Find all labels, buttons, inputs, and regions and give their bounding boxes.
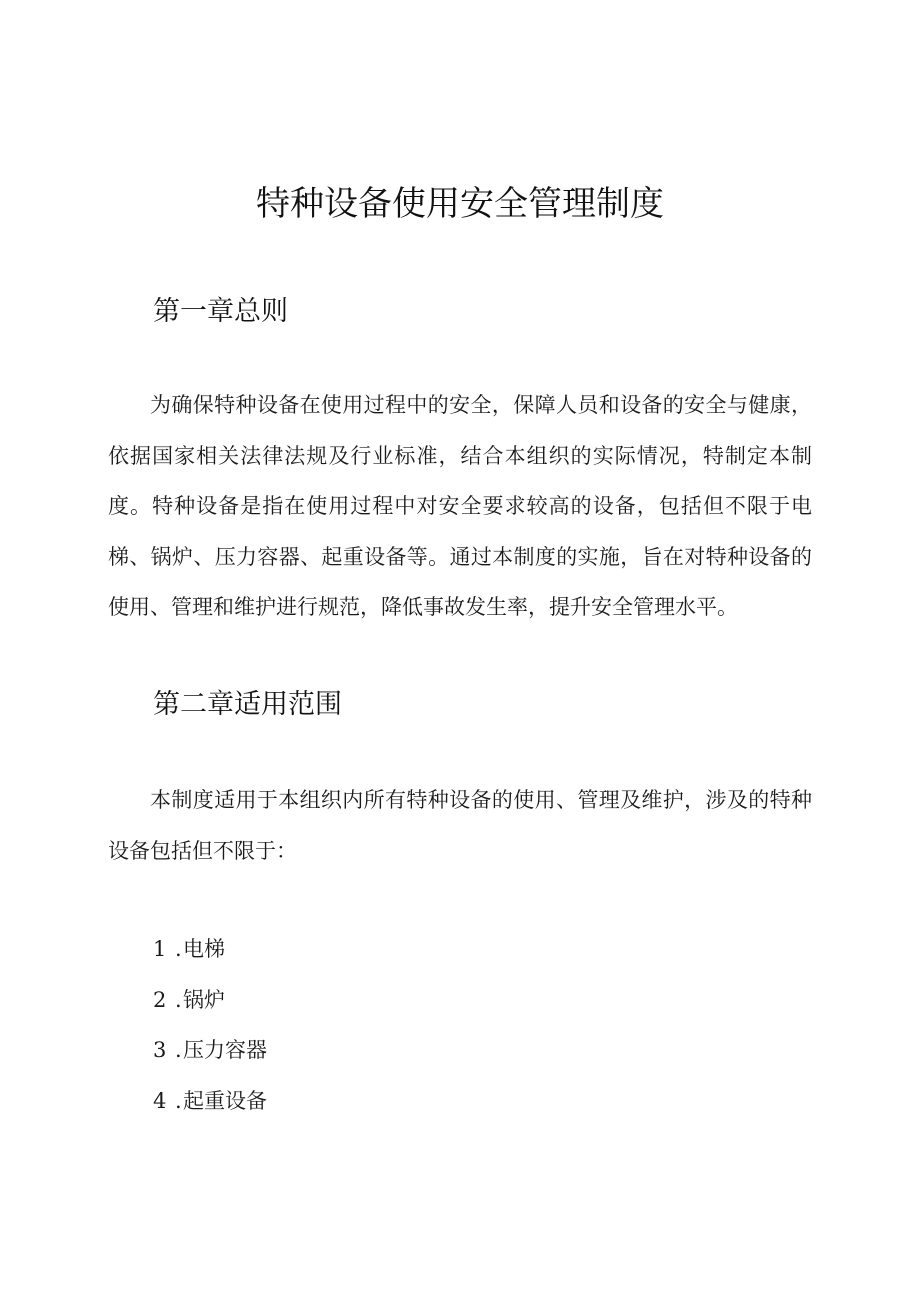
chapter-1-heading: 第一章总则 (153, 296, 288, 327)
list-item-separator: . (175, 987, 182, 1012)
list-item-label: 起重设备 (183, 1088, 267, 1113)
list-item (153, 1076, 267, 1127)
list-item (153, 975, 267, 1026)
list-item-separator: . (175, 937, 182, 961)
list-item-separator: . (175, 1088, 182, 1113)
chapter-2-paragraph: 本制度适用于本组织内所有特种设备的使用、管理及维护，涉及的特种设备包括但不限于： (108, 788, 812, 863)
list-item (153, 1025, 267, 1076)
list-item-label: 电梯 (183, 937, 225, 961)
document-title: 特种设备使用安全管理制度 (256, 184, 664, 224)
list-item-label: 压力容器 (183, 1038, 267, 1062)
chapter-2-heading: 第二章适用范围 (153, 689, 342, 720)
list-item-number: 4 (153, 1088, 167, 1113)
list-item-number: 1 (153, 937, 167, 961)
list-item-number: 2 (153, 987, 167, 1012)
equipment-list (153, 924, 267, 1126)
list-item-separator: . (175, 1038, 182, 1062)
chapter-1-paragraph: 为确保特种设备在使用过程中的安全，保障人员和设备的安全与健康，依据国家相关法律法规及行业标准，结合本组织的实际情况，特制定本制度。特种设备是指在使用过程中对安全要求较高的设备，包括但不限于电梯、锅炉、压力容器、起重设备等。通过本制度的实施，旨在对特种设备的使用、管理和维护进行规范，降低事故发生率，提升安全管理水平。 (108, 393, 812, 619)
list-item-number: 3 (153, 1038, 167, 1062)
list-item-label: 锅炉 (183, 987, 225, 1012)
list-item (153, 924, 267, 975)
